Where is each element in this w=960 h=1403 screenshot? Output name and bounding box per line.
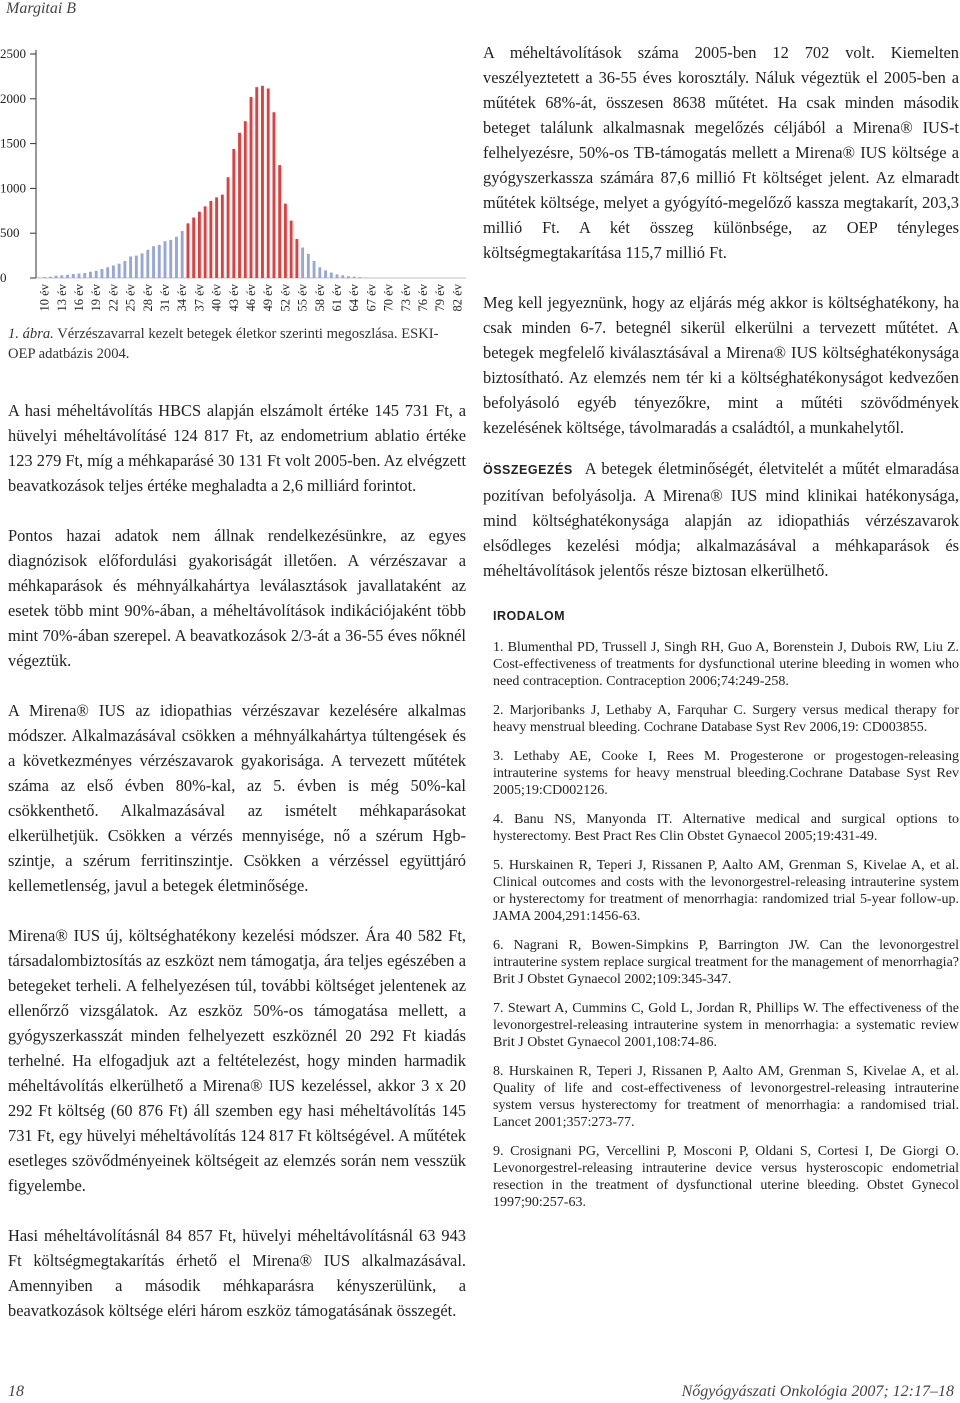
bar — [353, 277, 356, 278]
bar — [135, 256, 138, 278]
reference-item: 3. Lethaby AE, Cooke I, Rees M. Progesterone or progestogen-releasing intrauterine systems for heavy menstrual bleeding.Cochrane Database Syst Rev 2005;19:CD002126. — [493, 749, 959, 798]
x-tick-label: 79 év — [433, 284, 448, 312]
bar — [118, 264, 121, 278]
x-tick-label: 13 év — [54, 284, 69, 312]
bar — [141, 253, 144, 278]
x-tick-label: 82 év — [450, 284, 465, 312]
page-number: 18 — [8, 1383, 24, 1400]
bar — [72, 274, 75, 278]
x-tick-label: 16 év — [72, 284, 86, 312]
bar — [89, 272, 92, 278]
bar — [330, 273, 333, 278]
reference-item: 2. Marjoribanks J, Lethaby A, Farquhar C. Surgery versus medical therapy for heavy menstrual bleeding. Cochrane Database Syst Rev 2006,19: CD003855. — [493, 703, 959, 735]
bar — [215, 197, 218, 278]
bar — [187, 223, 190, 278]
bar — [43, 277, 46, 278]
body-paragraph: A Mirena® IUS az idiopathias vérzészavar kezelésére alkalmas módszer. Alkalmazásával csökken a méhnyálkahártya túltengések és a következményes vérzészavarok gyakorisága. A tervezett műtétek száma az első évben 80%-kal, az 5. évben is még 50%-kal csökkenthető. Alkalmazásával az ismételt méhkaparásokat elkerülhetjük. Csökken a vérzés mennyisége, nő a szérum Hgb-szintje, a szérum ferritinszintje. Csökken a vérzéssel együttjáró kellemetlenség, javul a betegek életminősége. — [8, 701, 466, 895]
bar — [347, 276, 350, 278]
bar — [83, 273, 86, 278]
bar — [129, 257, 132, 279]
bar — [318, 267, 321, 278]
age-distribution-chart — [0, 40, 470, 320]
reference-item: 4. Banu NS, Manyonda IT. Alternative medical and surgical options to hysterectomy. Best Pract Res Clin Obstet Gynaecol 2005;19:431-49. — [493, 812, 959, 844]
reference-item: 7. Stewart A, Cummins C, Gold L, Jordan R, Phillips W. The effectiveness of the levonorgestrel-releasing intrauterine system in menorrhagia: a systematic review Brit J Obstet Gynaecol 2001,108:74-86. — [493, 1001, 959, 1050]
bar — [209, 201, 212, 278]
bar — [112, 265, 115, 278]
bar — [95, 271, 98, 278]
y-tick-label: 500 — [0, 225, 20, 241]
bar — [221, 195, 224, 278]
x-tick-label: 76 év — [416, 284, 430, 312]
bar — [301, 248, 304, 278]
bar — [164, 241, 167, 278]
x-tick-label: 70 év — [381, 284, 396, 312]
x-tick-label: 64 év — [347, 284, 362, 312]
y-tick-label: 1500 — [0, 135, 26, 151]
figure-label: 1. ábra. — [8, 326, 54, 342]
references-heading: IRODALOM — [493, 609, 566, 623]
bar — [278, 165, 281, 278]
bar — [146, 250, 149, 278]
journal-citation: Nőgyógyászati Onkológia 2007; 12:17–18 — [681, 1383, 954, 1400]
bar — [169, 240, 172, 278]
bar — [198, 212, 201, 278]
y-tick-label: 0 — [0, 270, 7, 285]
bar — [175, 237, 178, 278]
bar — [158, 245, 161, 278]
x-tick-label: 55 év — [295, 284, 310, 312]
bar — [66, 275, 69, 278]
bar — [232, 149, 235, 278]
bar — [336, 274, 339, 278]
x-tick-label: 43 év — [226, 284, 241, 312]
reference-item: 8. Hurskainen R, Teperi J, Rissanen P, Aalto AM, Grenman S, Kivelae A, et al. Quality of life and cost-effectiveness of levonorgestrel-releasing intrauterine system versus hysterectomy for treatment of menorrhagia: a randomised trial. Lancet 2001;357:273-77. — [493, 1064, 959, 1130]
x-tick-label: 19 év — [89, 284, 104, 312]
bar — [227, 177, 230, 278]
bar — [78, 274, 81, 278]
right-column — [483, 40, 959, 1223]
summary-paragraph — [483, 456, 959, 583]
bar — [267, 89, 270, 279]
x-tick-label: 37 év — [192, 284, 207, 312]
chart-svg — [0, 40, 470, 320]
x-tick-label: 10 év — [37, 284, 52, 312]
x-tick-label: 46 év — [244, 284, 258, 312]
x-tick-label: 22 év — [106, 284, 121, 312]
x-tick-label: 61 év — [330, 284, 344, 312]
bar — [255, 87, 258, 278]
x-tick-label: 34 év — [175, 284, 190, 312]
summary-heading: ÖSSZEGEZÉS — [483, 463, 573, 477]
bar — [307, 254, 310, 278]
bar — [273, 112, 276, 278]
body-paragraph: Hasi méheltávolításnál 84 857 Ft, hüvelyi méheltávolításnál 63 943 Ft költségmegtakarítás érhető el Mirena® IUS alkalmazásával. Amennyiben a második méhkaparásra kényszerülünk, a beavatkozások költsége eléri három eszköz támogatásának összegét. — [8, 1226, 466, 1320]
bar — [324, 270, 327, 278]
body-paragraph: Mirena® IUS új, költséghatékony kezelési módszer. Ára 40 582 Ft, társadalombiztosítás az eszközt nem támogatja, ára teljes egészében a betegeket terheli. A felhelyezésen túl, további költséget jelentenek az ellenőrző vizsgálatok. Az eszköz 50%-os támogatása mellett, a gyógyszerkasszát minden felhelyezett eszköznél 20 292 Ft kiadás terhelné. Ha elfogadjuk azt a feltételezést, hogy minden harmadik méheltávolítás elkerülhető a Mirena® IUS kezeléssel, akkor 3 x 20 292 Ft költség (60 876 Ft) áll szemben egy hasi méheltávolítás 145 731 Ft, egy hüvelyi méheltávolítás 124 817 Ft költségével. A műtétek esetleges szövődményeinek költségeit az elemzés során nem vesszük figyelembe. — [8, 926, 466, 1195]
x-tick-label: 28 év — [140, 284, 155, 312]
left-column — [8, 398, 466, 1323]
body-paragraph: A méheltávolítások száma 2005-ben 12 702 volt. Kiemelten veszélyeztetett a 36-55 éves korosztály. Náluk végeztük el 2005-ben a műtétek 68%-át, összesen 8638 műtétet. Ha csak minden második beteget találunk alkalmasnak megelőzés céljából a Mirena® IUS-t felhelyezésre, 50%-os TB-támogatás mellett a Mirena® IUS költsége a gyógyszerkassza számára 87,6 millió Ft költséget jelent. Az elmaradt műtétek költsége, melyet a gyógyító-megelőző kassza megtakarít, 203,3 millió Ft. A két összeg különbsége, az OEP tényleges költségmegtakarítása 115,7 millió Ft. — [483, 43, 959, 262]
bar — [295, 239, 298, 278]
bar — [244, 121, 247, 278]
x-tick-label: 40 év — [209, 284, 224, 312]
bar — [192, 218, 195, 278]
x-tick-label: 31 év — [158, 284, 172, 312]
x-tick-label: 49 év — [261, 284, 276, 312]
x-tick-label: 73 év — [398, 284, 413, 312]
references-list — [483, 639, 959, 1211]
y-tick-label: 2000 — [0, 90, 26, 106]
bar — [181, 231, 184, 278]
x-tick-label: 67 év — [364, 284, 379, 312]
reference-item: 5. Hurskainen R, Teperi J, Rissanen P, Aalto AM, Grenman S, Kivelae A, et al. Clinical outcomes and costs with the levonorgestrel-releasing intrauterine system or hysterectomy for treatment of menorrhagia: randomized trial 5-year follow-up. JAMA 2004,291:1456-63. — [493, 858, 959, 924]
x-tick-label: 25 év — [123, 284, 138, 312]
bar — [152, 246, 155, 278]
bar — [101, 269, 104, 278]
running-head: Margitai B — [6, 0, 77, 17]
x-tick-label: 58 év — [312, 284, 327, 312]
bar — [313, 261, 316, 278]
figure-caption-text: Vérzészavarral kezelt betegek életkor szerinti megoszlása. ESKI-OEP adatbázis 2004. — [8, 326, 439, 362]
body-paragraph: A hasi méheltávolítás HBCS alapján elszámolt értéke 145 731 Ft, a hüvelyi méheltávolításé 124 817 Ft, az endometrium ablatio értéke 123 279 Ft, míg a méhkaparásé 30 131 Ft volt 2005-ben. Az elvégzett beavatkozások teljes értéke meghaladta a 2,6 milliárd forintot. — [8, 401, 466, 495]
bar — [123, 261, 126, 278]
body-paragraph: Pontos hazai adatok nem állnak rendelkezésünkre, az egyes diagnózisok előfordulási gyakoriságát illetően. A vérzészavar a méhkaparások és méhnyálkahártya leválasztások javallataként az esetek több mint 90%-ában, a méheltávolítások indikációjaként több mint 70%-ában szerepel. A beavatkozások 2/3-át a 36-55 éves nőknél végeztük. — [8, 526, 466, 670]
bar — [261, 86, 264, 278]
reference-item: 1. Blumenthal PD, Trussell J, Singh RH, Guo A, Borenstein J, Dubois RW, Liu Z. Cost-effectiveness of treatments for dysfunctional uterine bleeding in women who need contraception. Contraception 2006;74:249-258. — [493, 640, 959, 689]
bar — [238, 133, 241, 278]
bar — [284, 204, 287, 278]
reference-item: 6. Nagrani R, Bowen-Simpkins P, Barrington JW. Can the levonorgestrel intrauterine system replace surgical treatment for the management of menorrhagia? Brit J Obstet Gynaecol 2002;109:345-347. — [493, 938, 959, 987]
bar — [341, 275, 344, 278]
bar — [359, 277, 362, 278]
x-tick-label: 52 év — [278, 284, 293, 312]
reference-item: 9. Crosignani PG, Vercellini P, Mosconi P, Oldani S, Cortesi I, De Giorgi O. Levonorgestrel-releasing intrauterine device versus hysteroscopic endometrial resection in the treatment of dysfunctional uterine bleeding. Obstet Gynecol 1997;90:257-63. — [493, 1144, 959, 1210]
bar — [250, 97, 253, 278]
bar — [55, 276, 58, 278]
bar — [106, 267, 109, 278]
bar — [290, 221, 293, 278]
bar — [204, 206, 207, 278]
summary-text: A betegek életminőségét, életvitelét a műtét elmaradása pozitívan befolyásolja. A Mirena® IUS mind klinikai hatékonysága, mind költséghatékonysága alapján az idiopathiás vérzészavarok elsődleges kezelési módja; alkalmazásával a méhkaparások és méheltávolítások jelentős része biztosan elkerülhető. — [483, 459, 959, 580]
y-tick-label: 1000 — [0, 180, 26, 196]
body-paragraph: Meg kell jegyeznünk, hogy az eljárás még akkor is költséghatékony, ha csak minden 6-7. betegnél sikerül elkerülni a tervezett műtétet. A betegek megfelelő kiválasztásával a Mirena® IUS költséghatékonysága biztosítható. Az elemzés nem tér ki a költséghatékonyságot kedvezően befolyásoló egyéb tényezőkre, mint a műtéti szövődmények kezelésének költsége, távolmaradás a családtól, a munkahelytől. — [483, 293, 959, 437]
bar — [60, 275, 63, 278]
y-tick-label: 2500 — [0, 46, 26, 61]
figure-caption — [8, 324, 464, 364]
bar — [49, 277, 52, 278]
